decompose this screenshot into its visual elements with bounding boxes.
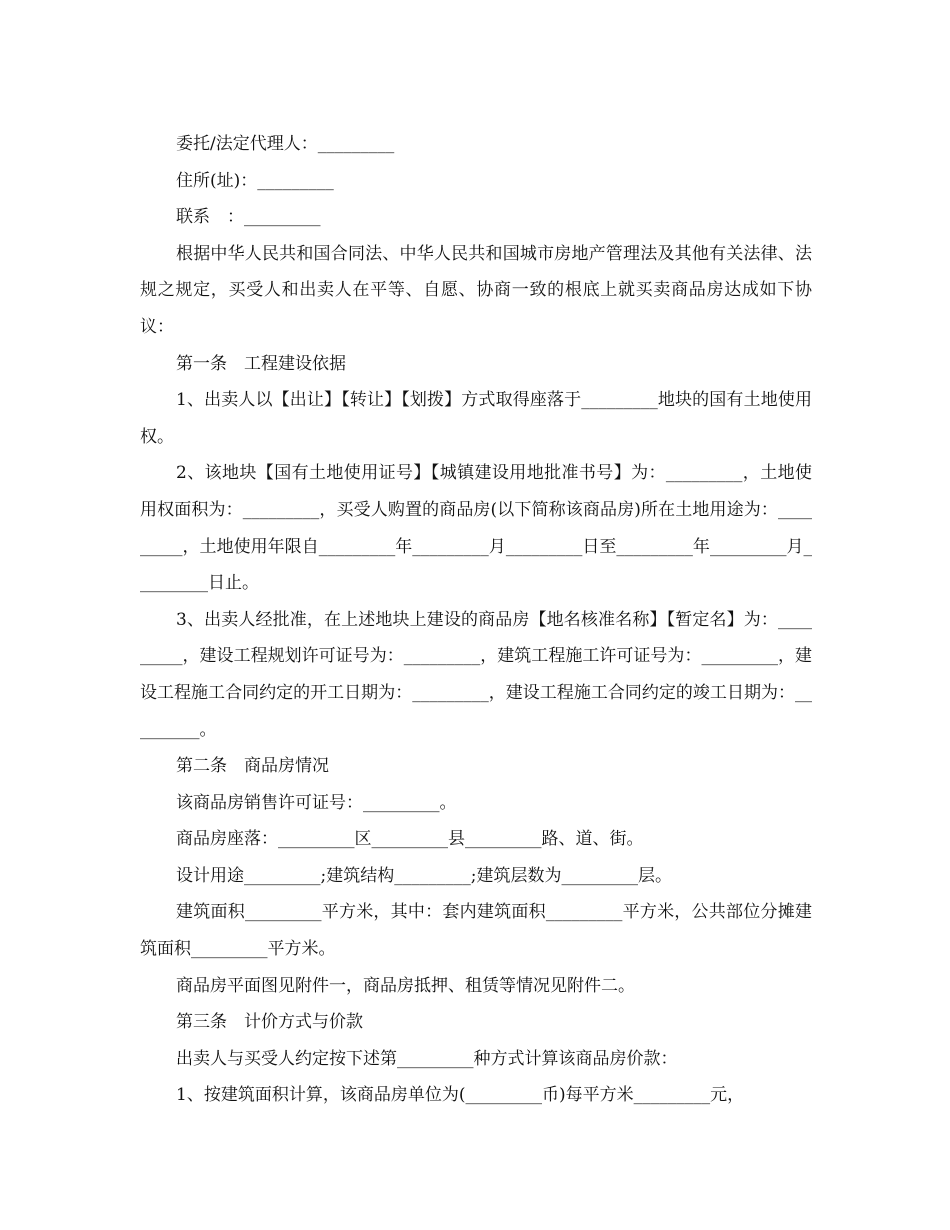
document-body (140, 126, 812, 1114)
pricing-method-line: 出卖人与买受人约定按下述第_________种方式计算该商品房价款： (176, 1048, 678, 1069)
article-1-heading: 第一条 工程建设依据 (176, 353, 346, 374)
article-3-heading: 第三条 计价方式与价款 (176, 1012, 363, 1033)
building-area-paragraph: 建筑面积_________平方米，其中：套内建筑面积_________平方米，公共部位分摊建筑面积_________平方米。 (140, 902, 812, 960)
pricing-clause-1: 1、按建筑面积计算，该商品房单位为(_________币)每平方米_________元， (176, 1085, 745, 1106)
article-1-clause-1: 1、出卖人以【出让】【转让】【划拨】方式取得座落于_________地块的国有土地使用权。 (140, 390, 812, 447)
address-line: 住所(址)：_________ (176, 170, 334, 191)
article-2-heading: 第二条 商品房情况 (176, 756, 329, 777)
article-1-clause-2: 2、该地块【国有土地使用证号】【城镇建设用地批准书号】为：_________，土地使用权面积为：_________，买受人购置的商品房(以下简称该商品房)所在土地用途为：_________，土地使用年限自_________年_________月_________日至_________年_________月_________日止。 (140, 463, 812, 594)
agent-line: 委托/法定代理人：_________ (176, 134, 395, 154)
preamble-paragraph: 根据中华人民共和国合同法、中华人民共和国城市房地产管理法及其他有关法律、法规之规定，买受人和出卖人在平等、自愿、协商一致的根底上就买卖商品房达成如下协议： (140, 243, 812, 337)
article-1-clause-3: 3、出卖人经批准，在上述地块上建设的商品房【地名核准名称】【暂定名】为：_________，建设工程规划许可证号为：_________，建筑工程施工许可证号为：_________，建设工程施工合同约定的开工日期为：_________，建设工程施工合同约定的竣工日期为：_________。 (140, 609, 812, 740)
location-line: 商品房座落：_________区_________县_________路、道、街。 (176, 829, 644, 850)
design-use-line: 设计用途_________;建筑结构_________;建筑层数为_________层。 (176, 865, 672, 886)
sales-permit-line: 该商品房销售许可证号：_________。 (176, 792, 457, 813)
contact-line: 联系 ：_________ (176, 207, 321, 228)
attachments-line: 商品房平面图见附件一，商品房抵押、租赁等情况见附件二。 (176, 975, 635, 996)
